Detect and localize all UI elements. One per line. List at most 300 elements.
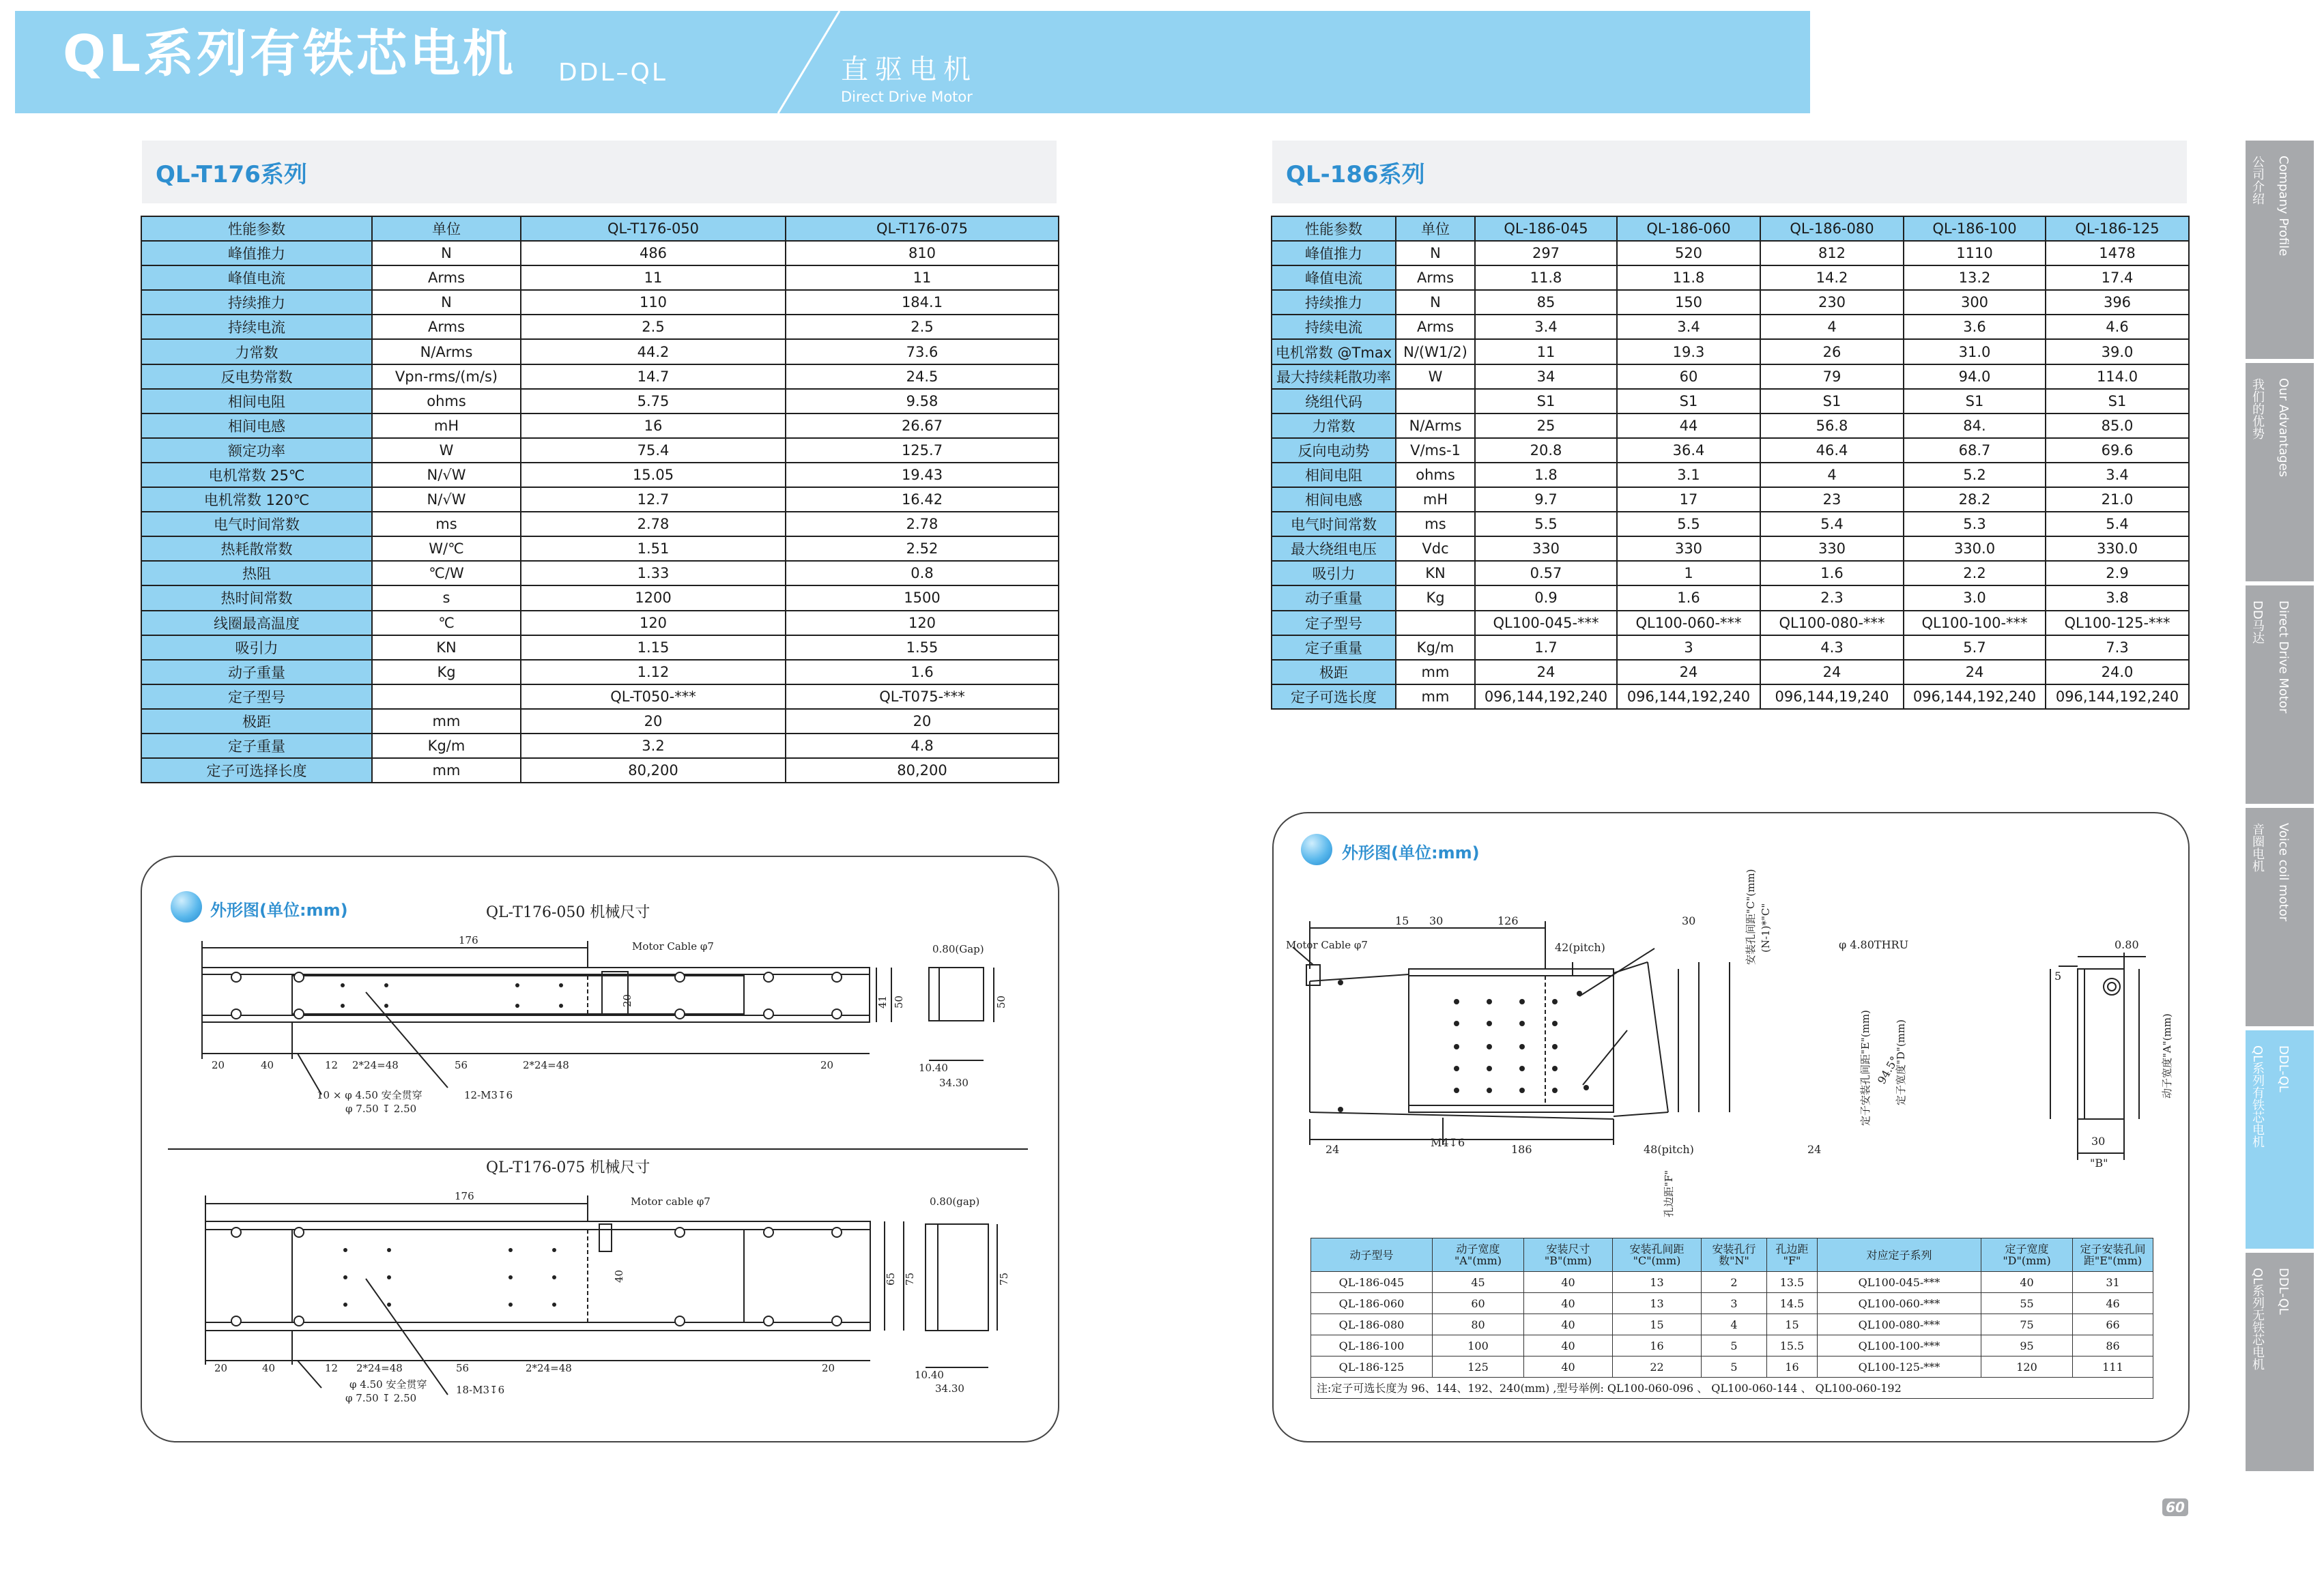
table-cell: 184.1 bbox=[786, 290, 1059, 315]
table-cell: 2.5 bbox=[521, 315, 786, 339]
table-cell: QL-186-060 bbox=[1311, 1293, 1433, 1314]
table-row bbox=[1272, 290, 2189, 315]
table-row bbox=[141, 611, 1059, 635]
table-cell: 1200 bbox=[521, 585, 786, 610]
table-cell: 1.6 bbox=[1760, 561, 1904, 585]
table-cell: 16 bbox=[1613, 1335, 1702, 1356]
table-cell: 2.2 bbox=[1904, 561, 2046, 585]
table-cell: 79 bbox=[1760, 364, 1904, 389]
table-cell: W bbox=[1396, 364, 1475, 389]
table-row bbox=[1272, 487, 2189, 512]
column-header: 定子安装孔间 距"E"(mm) bbox=[2073, 1238, 2153, 1272]
table-row bbox=[1311, 1314, 2153, 1335]
table-cell: N bbox=[372, 290, 521, 315]
column-header: 孔边距 "F" bbox=[1767, 1238, 1818, 1272]
table-cell: 15 bbox=[1613, 1314, 1702, 1335]
param-name-cell: 相间电感 bbox=[141, 413, 372, 438]
table-cell: 810 bbox=[786, 241, 1059, 265]
table-cell: 330 bbox=[1760, 536, 1904, 561]
table-cell: 16 bbox=[1767, 1356, 1818, 1378]
param-name-cell: 峰值推力 bbox=[141, 241, 372, 265]
table-cell: 13.5 bbox=[1767, 1272, 1818, 1293]
table-cell: 3 bbox=[1702, 1293, 1767, 1314]
table-cell: 114.0 bbox=[2046, 364, 2189, 389]
table-cell: 812 bbox=[1760, 241, 1904, 265]
table-cell: 9.58 bbox=[786, 389, 1059, 413]
dim-b2448b-v2: 2*24=48 bbox=[526, 1362, 572, 1374]
table-row bbox=[141, 536, 1059, 561]
thread-spec-v2: 18-M3↧6 bbox=[456, 1384, 505, 1396]
dim-gap: 0.80(Gap) bbox=[932, 943, 984, 955]
table-cell: Kg bbox=[372, 660, 521, 684]
table-row bbox=[141, 758, 1059, 783]
table-cell bbox=[372, 684, 521, 709]
table-cell: 125.7 bbox=[786, 438, 1059, 463]
dim-b48: 48(pitch) bbox=[1644, 1143, 1694, 1156]
dim-gap-v2: 0.80(gap) bbox=[930, 1195, 980, 1208]
param-name-cell: 相间电感 bbox=[1272, 487, 1396, 512]
table-cell: 80,200 bbox=[786, 758, 1059, 783]
table-row bbox=[141, 487, 1059, 512]
dim-50b: 50 bbox=[995, 995, 1007, 1009]
table-cell: Arms bbox=[1396, 265, 1475, 290]
table-cell: KN bbox=[1396, 561, 1475, 585]
table-cell: N/Arms bbox=[372, 339, 521, 364]
table-cell: 17.4 bbox=[2046, 265, 2189, 290]
table-cell: 44.2 bbox=[521, 339, 786, 364]
side-tab-voice-coil[interactable] bbox=[2246, 808, 2314, 1026]
dim-b2448: 2*24=48 bbox=[352, 1059, 399, 1071]
table-cell: 66 bbox=[2073, 1314, 2153, 1335]
table-cell: N/√W bbox=[372, 463, 521, 487]
table-cell: Kg/m bbox=[372, 734, 521, 758]
table-cell: 2 bbox=[1702, 1272, 1767, 1293]
table-cell: 330 bbox=[1475, 536, 1617, 561]
side-tab-label: 我们的优势 bbox=[2250, 378, 2265, 439]
right-section-header bbox=[1272, 141, 2187, 203]
banner-slash-divider bbox=[764, 11, 846, 113]
dim-t126: 126 bbox=[1497, 914, 1519, 927]
table-cell: 2.78 bbox=[521, 512, 786, 536]
param-name-cell: 峰值电流 bbox=[1272, 265, 1396, 290]
side-tab-ql-ironless[interactable] bbox=[2246, 1253, 2314, 1471]
table-cell: 5.5 bbox=[1617, 512, 1760, 536]
param-name-cell: 定子重量 bbox=[141, 734, 372, 758]
table-cell: 3.4 bbox=[1617, 315, 1760, 339]
param-name-cell: 电机常数 @Tmax bbox=[1272, 339, 1396, 364]
table-cell: mm bbox=[372, 758, 521, 783]
edge-f-label: 孔边距"F" bbox=[1663, 1170, 1675, 1217]
table-cell: 096,144,192,240 bbox=[1904, 684, 2046, 709]
table-cell: S1 bbox=[1760, 389, 1904, 413]
table-cell: 13 bbox=[1613, 1293, 1702, 1314]
table-cell: 15.5 bbox=[1767, 1335, 1818, 1356]
table-cell: mH bbox=[1396, 487, 1475, 512]
table-cell: 5.2 bbox=[1904, 463, 2046, 487]
table-header-row bbox=[141, 216, 1059, 241]
right-drawing-title: 外形图(单位:mm) bbox=[1342, 843, 1480, 862]
table-cell: 46 bbox=[2073, 1293, 2153, 1314]
table-row bbox=[141, 635, 1059, 660]
param-name-cell: 峰值推力 bbox=[1272, 241, 1396, 265]
table-cell: 21.0 bbox=[2046, 487, 2189, 512]
table-cell: 24 bbox=[1475, 660, 1617, 684]
dim-b24b: 24 bbox=[1807, 1143, 1822, 1156]
dim-1040: 10.40 bbox=[919, 1062, 948, 1074]
table-cell: N/(W1/2) bbox=[1396, 339, 1475, 364]
table-cell: Arms bbox=[372, 315, 521, 339]
table-cell: N/Arms bbox=[1396, 413, 1475, 438]
table-cell: 330 bbox=[1617, 536, 1760, 561]
table-cell: Kg/m bbox=[1396, 635, 1475, 660]
table-cell: 20 bbox=[521, 709, 786, 734]
dim-75b: 75 bbox=[998, 1272, 1010, 1286]
dim-b56: 56 bbox=[455, 1059, 468, 1071]
dim-b20r: 20 bbox=[820, 1059, 834, 1071]
side-tab-advantages[interactable] bbox=[2246, 363, 2314, 581]
table-cell: 36.4 bbox=[1617, 438, 1760, 463]
table-cell: 096,144,192,240 bbox=[2046, 684, 2189, 709]
table-cell: QL-T050-*** bbox=[521, 684, 786, 709]
spec-table-t176 bbox=[141, 216, 1059, 783]
param-name-cell: 电气时间常数 bbox=[1272, 512, 1396, 536]
table-cell: 1.55 bbox=[786, 635, 1059, 660]
table-cell: 24.5 bbox=[786, 364, 1059, 389]
table-cell: 40 bbox=[1981, 1272, 2073, 1293]
table-row bbox=[141, 413, 1059, 438]
table-cell: 13 bbox=[1613, 1272, 1702, 1293]
table-cell: 16.42 bbox=[786, 487, 1059, 512]
table-cell: S1 bbox=[1475, 389, 1617, 413]
hole-e-label: 定子安装孔间距"E"(mm) bbox=[1859, 1010, 1872, 1126]
column-header: 动子宽度 "A"(mm) bbox=[1433, 1238, 1524, 1272]
table-row bbox=[141, 709, 1059, 734]
dim-b: "B" bbox=[2090, 1157, 2108, 1170]
table-cell: 16 bbox=[521, 413, 786, 438]
param-name-cell: 定子可选长度 bbox=[1272, 684, 1396, 709]
table-cell: 24 bbox=[1904, 660, 2046, 684]
table-cell: Arms bbox=[372, 265, 521, 290]
table-cell: 11.8 bbox=[1617, 265, 1760, 290]
table-cell: 1.15 bbox=[521, 635, 786, 660]
dim-40v: 40 bbox=[613, 1269, 625, 1283]
dim-t15: 15 bbox=[1395, 914, 1409, 927]
table-cell: 26.67 bbox=[786, 413, 1059, 438]
table-row bbox=[1272, 241, 2189, 265]
table-cell: 110 bbox=[521, 290, 786, 315]
dim-b20: 20 bbox=[212, 1059, 225, 1071]
table-cell: 55 bbox=[1981, 1293, 2073, 1314]
table-cell: 31 bbox=[2073, 1272, 2153, 1293]
table-cell: W/℃ bbox=[372, 536, 521, 561]
table-cell: 1500 bbox=[786, 585, 1059, 610]
side-tab-ql-iron-core[interactable] bbox=[2246, 1030, 2314, 1249]
table-row bbox=[141, 389, 1059, 413]
table-cell: 2.78 bbox=[786, 512, 1059, 536]
table-row bbox=[141, 339, 1059, 364]
table-cell: QL100-125-*** bbox=[2046, 611, 2189, 635]
table-cell: 4 bbox=[1760, 315, 1904, 339]
table-cell: 39.0 bbox=[2046, 339, 2189, 364]
table-cell: 9.7 bbox=[1475, 487, 1617, 512]
table-cell: 3.1 bbox=[1617, 463, 1760, 487]
table-cell: 2.3 bbox=[1760, 585, 1904, 610]
param-name-cell: 极距 bbox=[141, 709, 372, 734]
dim-b12: 12 bbox=[325, 1059, 339, 1071]
table-row bbox=[1272, 536, 2189, 561]
table-cell: 86 bbox=[2073, 1335, 2153, 1356]
table-cell: 46.4 bbox=[1760, 438, 1904, 463]
table-header-row bbox=[1272, 216, 2189, 241]
dim-cable-v2: Motor cable φ7 bbox=[631, 1195, 711, 1208]
table-row bbox=[1272, 364, 2189, 389]
table-cell: 0.57 bbox=[1475, 561, 1617, 585]
column-header: QL-T176-050 bbox=[521, 216, 786, 241]
table-cell: 125 bbox=[1433, 1356, 1524, 1378]
table-cell: 60 bbox=[1433, 1293, 1524, 1314]
table-cell: 15.05 bbox=[521, 463, 786, 487]
table-cell: 1.51 bbox=[521, 536, 786, 561]
param-name-cell: 动子重量 bbox=[141, 660, 372, 684]
model-code: DDL–QL bbox=[558, 59, 668, 87]
view1-title: QL-T176-050 机械尺寸 bbox=[486, 904, 650, 921]
table-cell: ms bbox=[1396, 512, 1475, 536]
side-tab-label: QL系列无铁芯电机 bbox=[2250, 1268, 2265, 1371]
column-header: 安装孔间距 "C"(mm) bbox=[1613, 1238, 1702, 1272]
table-cell: 22 bbox=[1613, 1356, 1702, 1378]
side-tab-company-profile[interactable] bbox=[2246, 141, 2314, 359]
table-cell: mm bbox=[1396, 660, 1475, 684]
table-cell: mH bbox=[372, 413, 521, 438]
table-cell: ohms bbox=[1396, 463, 1475, 487]
table-cell: mm bbox=[1396, 684, 1475, 709]
table-cell: 3.4 bbox=[1475, 315, 1617, 339]
dim-b2448b: 2*24=48 bbox=[523, 1059, 569, 1071]
m4-label: M4↧6 bbox=[1431, 1136, 1465, 1149]
table-cell: 24.0 bbox=[2046, 660, 2189, 684]
dim-b20r-v2: 20 bbox=[822, 1362, 835, 1374]
table-cell: 7.3 bbox=[2046, 635, 2189, 660]
table-cell: ℃/W bbox=[372, 561, 521, 585]
dim-b12-v2: 12 bbox=[325, 1362, 339, 1374]
page-number: 60 bbox=[2162, 1498, 2188, 1516]
table-cell: 85.0 bbox=[2046, 413, 2189, 438]
param-name-cell: 反电势常数 bbox=[141, 364, 372, 389]
table-row bbox=[141, 438, 1059, 463]
table-cell: 75.4 bbox=[521, 438, 786, 463]
table-cell: QL100-080-*** bbox=[1760, 611, 1904, 635]
table-cell: 17 bbox=[1617, 487, 1760, 512]
table-cell: N bbox=[1396, 241, 1475, 265]
table-cell: ms bbox=[372, 512, 521, 536]
table-row bbox=[1272, 438, 2189, 463]
view2-title: QL-T176-075 机械尺寸 bbox=[486, 1159, 650, 1176]
dim-41: 41 bbox=[876, 995, 889, 1009]
table-cell: 0.8 bbox=[786, 561, 1059, 585]
table-cell: 5 bbox=[1702, 1335, 1767, 1356]
table-cell: Kg bbox=[1396, 585, 1475, 610]
dim-75: 75 bbox=[904, 1272, 916, 1286]
param-name-cell: 定子型号 bbox=[1272, 611, 1396, 635]
table-header-row bbox=[1311, 1238, 2153, 1272]
param-name-cell: 定子可选择长度 bbox=[141, 758, 372, 783]
column-header: 性能参数 bbox=[1272, 216, 1396, 241]
param-name-cell: 电气时间常数 bbox=[141, 512, 372, 536]
table-cell: 20.8 bbox=[1475, 438, 1617, 463]
dim-3430-v2: 34.30 bbox=[935, 1382, 964, 1395]
table-cell: 13.2 bbox=[1904, 265, 2046, 290]
table-cell: 12.7 bbox=[521, 487, 786, 512]
param-name-cell: 热耗散常数 bbox=[141, 536, 372, 561]
table-cell: 4 bbox=[1702, 1314, 1767, 1335]
table-row bbox=[1272, 463, 2189, 487]
table-row bbox=[1272, 339, 2189, 364]
spec-table-186 bbox=[1271, 216, 2190, 710]
table-cell: KN bbox=[372, 635, 521, 660]
side-tab-label: QL系列有铁芯电机 bbox=[2250, 1045, 2265, 1148]
table-cell: 94.0 bbox=[1904, 364, 2046, 389]
dim-1040-v2: 10.40 bbox=[915, 1369, 944, 1381]
table-row bbox=[141, 561, 1059, 585]
param-name-cell: 峰值电流 bbox=[141, 265, 372, 290]
table-cell: QL-186-080 bbox=[1311, 1314, 1433, 1335]
param-name-cell: 持续推力 bbox=[141, 290, 372, 315]
column-header: 单位 bbox=[1396, 216, 1475, 241]
table-cell: 2.5 bbox=[786, 315, 1059, 339]
right-section-title: QL-186系列 bbox=[1286, 161, 1425, 188]
param-name-cell: 线圈最高温度 bbox=[141, 611, 372, 635]
table-row bbox=[141, 463, 1059, 487]
category-en: Direct Drive Motor bbox=[841, 89, 973, 105]
table-cell: 31.0 bbox=[1904, 339, 2046, 364]
dim-b2448-v2: 2*24=48 bbox=[356, 1362, 403, 1374]
dim-176-v2: 176 bbox=[455, 1190, 474, 1202]
side-tab-label-en: Voice coil motor bbox=[2276, 823, 2291, 922]
table-cell: 44 bbox=[1617, 413, 1760, 438]
column-header: 安装孔行 数"N" bbox=[1702, 1238, 1767, 1272]
table-cell: 486 bbox=[521, 241, 786, 265]
table-cell: 396 bbox=[2046, 290, 2189, 315]
table-cell: QL100-080-*** bbox=[1818, 1314, 1981, 1335]
dim-b56-v2: 56 bbox=[456, 1362, 470, 1374]
table-cell: 19.3 bbox=[1617, 339, 1760, 364]
table-cell: QL100-060-*** bbox=[1617, 611, 1760, 635]
param-name-cell: 额定功率 bbox=[141, 438, 372, 463]
table-cell: Vpn-rms/(m/s) bbox=[372, 364, 521, 389]
table-row bbox=[141, 315, 1059, 339]
table-cell: 80,200 bbox=[521, 758, 786, 783]
dim-080: 0.80 bbox=[2115, 938, 2139, 951]
table-cell: 150 bbox=[1617, 290, 1760, 315]
side-tab-dd-motor[interactable] bbox=[2246, 585, 2314, 804]
table-cell: 40 bbox=[1524, 1293, 1613, 1314]
table-cell: 5.75 bbox=[521, 389, 786, 413]
table-cell: 11 bbox=[786, 265, 1059, 290]
side-tab-label-en: Direct Drive Motor bbox=[2276, 600, 2291, 714]
table-cell: 1.8 bbox=[1475, 463, 1617, 487]
category-cn: 直驱电机 bbox=[841, 54, 977, 85]
side-tab-label: 公司介绍 bbox=[2250, 156, 2265, 205]
table-cell bbox=[1396, 611, 1475, 635]
table-cell: 5.4 bbox=[2046, 512, 2189, 536]
side-tab-label-en: DDL-QL bbox=[2276, 1268, 2291, 1315]
nc-label: (N-1)*"C" bbox=[1760, 903, 1772, 953]
table-cell: 297 bbox=[1475, 241, 1617, 265]
dim-b186: 186 bbox=[1511, 1143, 1532, 1156]
table-cell: 520 bbox=[1617, 241, 1760, 265]
table-cell: 4 bbox=[1760, 463, 1904, 487]
left-section-header bbox=[142, 141, 1057, 203]
side-tab-label: 音圈电机 bbox=[2250, 823, 2265, 872]
param-name-cell: 极距 bbox=[1272, 660, 1396, 684]
table-cell: 2.9 bbox=[2046, 561, 2189, 585]
table-cell: 1.6 bbox=[1617, 585, 1760, 610]
column-header: 安装尺寸 "B"(mm) bbox=[1524, 1238, 1613, 1272]
side-tab-label-en: DDL-QL bbox=[2276, 1045, 2291, 1092]
param-name-cell: 电机常数 120℃ bbox=[141, 487, 372, 512]
dim-3430: 34.30 bbox=[939, 1077, 969, 1089]
dim-b40: 40 bbox=[261, 1059, 274, 1071]
table-cell: V/ms-1 bbox=[1396, 438, 1475, 463]
table-cell: N bbox=[1396, 290, 1475, 315]
table-cell: 11.8 bbox=[1475, 265, 1617, 290]
table-cell: QL-186-045 bbox=[1311, 1272, 1433, 1293]
side-tab-label-en: Our Advantages bbox=[2276, 378, 2291, 478]
table-cell: Vdc bbox=[1396, 536, 1475, 561]
param-name-cell: 持续推力 bbox=[1272, 290, 1396, 315]
table-cell: 120 bbox=[786, 611, 1059, 635]
param-name-cell: 相间电阻 bbox=[141, 389, 372, 413]
table-cell: 14.2 bbox=[1760, 265, 1904, 290]
table-cell: 3 bbox=[1617, 635, 1760, 660]
cable-label: Motor Cable φ7 bbox=[1286, 939, 1368, 951]
dimension-table bbox=[1310, 1238, 2153, 1399]
table-cell: 111 bbox=[2073, 1356, 2153, 1378]
table-cell: 95 bbox=[1981, 1335, 2073, 1356]
column-header: QL-186-060 bbox=[1617, 216, 1760, 241]
table-cell: QL100-125-*** bbox=[1818, 1356, 1981, 1378]
table-cell: 14.5 bbox=[1767, 1293, 1818, 1314]
table-cell: 60 bbox=[1617, 364, 1760, 389]
table-cell: 69.6 bbox=[2046, 438, 2189, 463]
table-cell: 26 bbox=[1760, 339, 1904, 364]
column-header: 性能参数 bbox=[141, 216, 372, 241]
table-cell: 28.2 bbox=[1904, 487, 2046, 512]
table-cell: 40 bbox=[1524, 1272, 1613, 1293]
dim-t30: 30 bbox=[1429, 914, 1444, 927]
table-row bbox=[1272, 265, 2189, 290]
table-cell: 3.6 bbox=[1904, 315, 2046, 339]
param-name-cell: 定子重量 bbox=[1272, 635, 1396, 660]
table-cell: S1 bbox=[1904, 389, 2046, 413]
side-tab-label: DD马达 bbox=[2250, 600, 2265, 644]
left-section-title: QL-T176系列 bbox=[156, 161, 307, 188]
param-name-cell: 相间电阻 bbox=[1272, 463, 1396, 487]
table-cell: N/√W bbox=[372, 487, 521, 512]
page-title: QL系列有铁芯电机 bbox=[63, 25, 517, 83]
table-note: 注:定子可选长度为 96、144、192、240(mm) ,型号举例: QL100-060-096 、 QL100-060-144 、 QL100-060-192 bbox=[1311, 1378, 2153, 1399]
table-row bbox=[141, 241, 1059, 265]
table-cell: 40 bbox=[1524, 1314, 1613, 1335]
table-cell: S1 bbox=[2046, 389, 2189, 413]
table-cell: 34 bbox=[1475, 364, 1617, 389]
table-cell: 4.3 bbox=[1760, 635, 1904, 660]
table-cell: 2.52 bbox=[786, 536, 1059, 561]
thread-spec: 12-M3↧6 bbox=[464, 1089, 513, 1101]
table-cell: s bbox=[372, 585, 521, 610]
column-header: 对应定子系列 bbox=[1818, 1238, 1981, 1272]
table-cell: QL100-060-*** bbox=[1818, 1293, 1981, 1314]
